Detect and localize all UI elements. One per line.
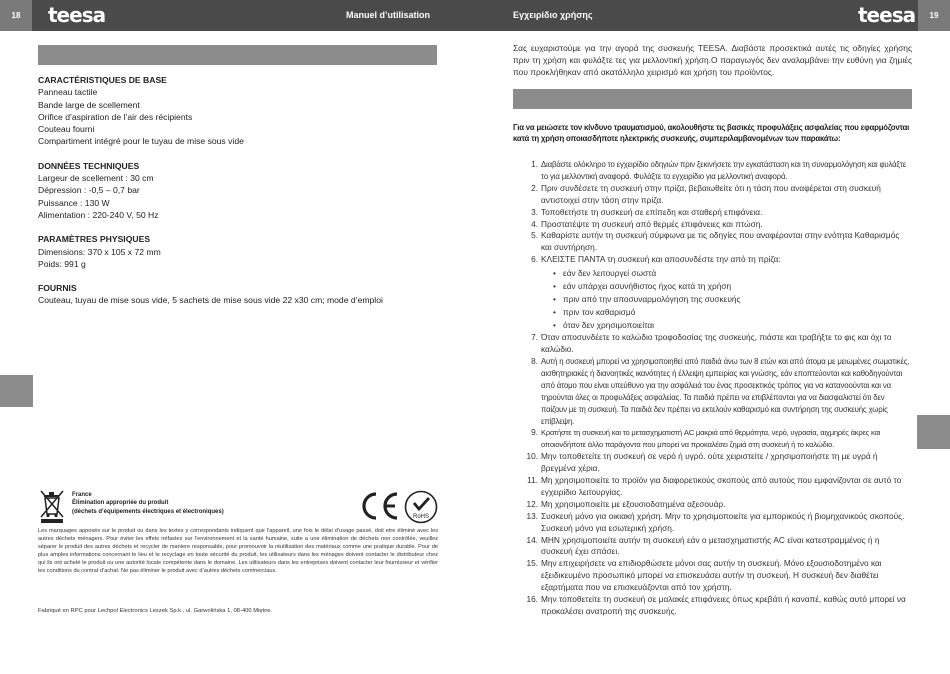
item-number: 8. bbox=[531, 355, 538, 366]
ce-mark-icon bbox=[357, 490, 401, 522]
spec-line: Bande large de scellement bbox=[38, 99, 140, 110]
page-header bbox=[0, 0, 950, 31]
list-item bbox=[513, 427, 912, 451]
spec-section bbox=[38, 160, 438, 221]
item-text: Καθαρίστε αυτήν τη συσκευή σύμφωνα με τις οδηγίες που αναφέρονται στην ενότητα Καθαρισμός και συντήρηση. bbox=[541, 230, 900, 253]
item-text: Διαβάστε ολόκληρο το εγχειρίδιο οδηγιών πριν ξεκινήσετε την εγκατάσταση και τη συναρμολόγηση και φυλάξτε το για μελλοντική αναφορά. Φυλάξτε το εγχειρίδιο για μελλοντική αναφορά. bbox=[541, 160, 907, 181]
bullet-icon: • bbox=[553, 268, 556, 279]
spec-line: Compartiment intégré pour le tuyau de mise sous vide bbox=[38, 136, 244, 147]
teesa-logo-right: teesa bbox=[858, 3, 916, 27]
list-item bbox=[513, 511, 912, 535]
spec-line: Poids: 991 g bbox=[38, 258, 86, 269]
spec-heading: PARAMÈTRES PHYSIQUES bbox=[38, 234, 151, 245]
bullet-icon: • bbox=[553, 320, 556, 331]
teesa-logo-left: teesa bbox=[48, 3, 106, 27]
item-number: 10. bbox=[526, 451, 538, 462]
bullet-text: εάν υπάρχει ασυνήθιστος ήχος κατά τη χρήση bbox=[563, 281, 732, 292]
specifications-column bbox=[38, 74, 438, 319]
weee-subtitle: (déchets d’équipements électriques et électroniques) bbox=[72, 508, 224, 515]
side-tab-right bbox=[917, 415, 950, 449]
section-bar-left bbox=[38, 45, 437, 65]
list-item bbox=[513, 332, 912, 356]
item-text: Προστατέψτε τη συσκευή από θερμές επιφάνειες και πτώση. bbox=[541, 218, 763, 229]
list-item bbox=[513, 499, 912, 511]
spec-line: Panneau tactile bbox=[38, 87, 98, 98]
list-item bbox=[513, 356, 912, 427]
list-item bbox=[513, 535, 912, 559]
spec-line: Largeur de scellement : 30 cm bbox=[38, 173, 154, 184]
item-text: Μη χρησιμοποιείτε με εξουσιοδοτημένα αξεσουάρ. bbox=[541, 498, 726, 509]
item-number: 13. bbox=[526, 510, 538, 521]
page-number-left: 18 bbox=[0, 0, 32, 31]
header-title-right: Εγχειρίδιο χρήσης bbox=[513, 10, 593, 20]
bullet-item bbox=[541, 293, 912, 306]
spec-heading: CARACTÉRISTIQUES DE BASE bbox=[38, 75, 167, 85]
spec-heading: FOURNIS bbox=[38, 283, 77, 294]
intro-paragraph: Σας ευχαριστούμε για την αγορά της συσκευής TEESA. Διαβάστε προσεκτικά αυτές τις οδηγίες χρήσης πριν τη χρήση και φυλάξτε τες για μελλοντική χρήση.Ο παραγωγός δεν αναλαμβάνει την ευθύνη για ζημιές που προκλήθηκαν από ακατάλληλο χειρισμό και χρήση του προϊόντος. bbox=[513, 43, 912, 77]
item-number: 6. bbox=[531, 254, 538, 265]
item-text: Μην επιχειρήσετε να επιδιορθώσετε μόνοι σας αυτήν τη συσκευή. Μόνο εξουσιοδοτημένο και εξειδικευμένο προσωπικό μπορεί να επισκευάσει αυτήν τη συσκευή. Η συσκευή δεν διαθέτει εξαρτήματα που να επισκευάζονται από τον χρήστη. bbox=[541, 558, 882, 593]
list-item bbox=[513, 594, 912, 618]
item-text: Μη χρησιμοποιείτε το προϊόν για διαφορετικούς σκοπούς από αυτούς που εμφανίζονται σε αυτό το εγχειρίδιο λειτουργίας. bbox=[541, 475, 902, 497]
bullet-text: πριν από την αποσυναρμολόγηση της συσκευής bbox=[563, 294, 741, 305]
bullet-icon: • bbox=[553, 281, 556, 292]
list-item bbox=[513, 219, 912, 231]
item-number: 9. bbox=[531, 427, 538, 438]
header-title-left: Manuel d’utilisation bbox=[346, 10, 431, 20]
spec-heading: DONNÉES TECHNIQUES bbox=[38, 160, 140, 171]
weee-title: Élimination appropriée du produit bbox=[72, 500, 169, 507]
item-number: 3. bbox=[531, 206, 538, 217]
bullet-text: όταν δεν χρησιμοποιείται bbox=[563, 320, 655, 331]
item-text: ΜΗΝ χρησιμοποιείτε αυτήν τη συσκευή εάν ο μετασχηματιστής AC είναι κατεστραμμένος ή η συσκευή έχει σπάσει. bbox=[541, 534, 880, 557]
item-text: Μην τοποθετείτε τη συσκευή σε νερό ή υγρό. ούτε χειριστείτε / χρησιμοποιήστε τη με υγρά ή βρεγμένα χέρια. bbox=[541, 451, 878, 474]
item-text: Αυτή η συσκευή μπορεί να χρησιμοποιηθεί από παιδιά άνω των 8 ετών και από άτομα με μειωμένες σωματικές, αισθητηριακές ή διανοητικές ικανότητες ή έλλειψη εμπειρίας και γνώσης, εάν εποπτεύονται και καθοδηγούνται από άτομο που είναι υπεύθυνο για την ασφάλειά του ένας προσεκτικός τρόπος για να κατανοούνται και να τηρούνται όλες οι προφυλάξεις ασφαλείας. Τα παιδιά πρέπει να επιβλέπονται για να διασφαλιστεί ότι δεν παίζουν με τη συσκευή. Τα παιδιά δεν πρέπει να εκτελούν καθαρισμό και συντήρηση της συσκευής χωρίς επίβλεψη. bbox=[541, 356, 910, 426]
bullet-text: πριν τον καθαρισμό bbox=[563, 307, 636, 318]
item-number: 2. bbox=[531, 182, 538, 193]
bullet-item bbox=[541, 280, 912, 293]
list-item bbox=[513, 183, 912, 207]
item-number: 4. bbox=[531, 218, 538, 229]
spec-line: Orifice d’aspiration de l’air des récipients bbox=[38, 111, 193, 122]
spec-line: Puissance : 130 W bbox=[38, 197, 110, 208]
list-item bbox=[513, 254, 912, 332]
spec-line: Dépression : -0,5 – 0,7 bar bbox=[38, 185, 140, 196]
spec-section bbox=[38, 74, 438, 148]
bullet-icon: • bbox=[553, 307, 556, 318]
item-text: Μην τοποθετείτε τη συσκευή σε μαλακές επιφάνειες όπως κρεβάτι ή καναπέ, καθώς αυτό μπορεί να προκαλέσει ανατροπή της συσκευής. bbox=[541, 594, 906, 616]
spec-line: Alimentation : 220-240 V, 50 Hz bbox=[38, 209, 159, 220]
bullet-text: εάν δεν λειτουργεί σωστά bbox=[563, 268, 657, 279]
list-item bbox=[513, 207, 912, 219]
spec-section bbox=[38, 233, 438, 270]
page-number-right: 19 bbox=[918, 0, 950, 31]
item-text-main: ΚΛΕΙΣΤΕ ΠΑΝΤΑ τη συσκευή και αποσυνδέστε την από τη πρίζα: bbox=[541, 254, 781, 265]
item-text: Κρατήστε τη συσκευή και το μετασχηματιστή AC μακριά από θερμότητα, νερό, υγρασία, αιχμηρές άκρες και οποιονδήποτε άλλο παράγοντα που μπορεί να προκαλέσει ζημιά στη συσκευή ή το καλώδιο. bbox=[541, 428, 881, 450]
weee-disclaimer: Les marquages apposés sur le produit ou dans les textes y correspondants indiquent que l’appareil, une fois le délai d’usage passé, doit etre éliminé avec les autres déchets ménagers. Pour éviter les effets néfastes sur l’environnement et la santé humaine, suite a une élimination de déchets non contrôlée, veuillez séparer le produit des autres déchets et recycler de maniere responsable, pour promouvoir la réutilisation des matériaux comme une pratique durable. Pour de plus amples informations concernant le lieu et le recyclage en toute sécurité du produit, les utilisateurs dans les ménages doivent contacter le distributeur chez qui ils ont acheté le produit ou une autorité locale compétente dans le domaine. Les utilisateurs dans les entreprises doivent contacter leur fournisseur et vérifier les conditions du contrat d’achat. Ne pas éliminer le produit avec d’autres déchets commerciaux. bbox=[38, 528, 438, 575]
item-text: Συσκευή μόνο για οικιακή χρήση. Μην το χρησιμοποιείτε για εμπορικούς ή βιομηχανικούς σκοπούς. Συσκευή μόνο για εσωτερική χρήση. bbox=[541, 510, 905, 533]
section-bar-right bbox=[513, 89, 912, 109]
safety-list bbox=[513, 159, 912, 618]
rohs-mark-icon bbox=[404, 490, 438, 524]
spec-line: Couteau, tuyau de mise sous vide, 5 sachets de mise sous vide 22 x30 cm; mode d’emploi bbox=[38, 295, 383, 306]
bullet-item bbox=[541, 319, 912, 332]
list-item bbox=[513, 159, 912, 183]
spec-line: Dimensions: 370 x 105 x 72 mm bbox=[38, 246, 161, 257]
item-text bbox=[541, 254, 912, 332]
item-number: 14. bbox=[526, 534, 538, 545]
list-item bbox=[513, 558, 912, 594]
side-tab-left bbox=[0, 375, 33, 407]
list-item bbox=[513, 451, 912, 475]
safety-warning: Για να μειώσετε τον κίνδυνο τραυματισμού, ακολουθήστε τις βασικές προφυλάξεις ασφαλείας που εφαρμόζονται κατά τη χρήση οποιασδήποτε ηλεκτρικής συσκευής, συμπεριλαμβανομένων των παρακάτω: bbox=[513, 123, 910, 144]
list-item bbox=[513, 475, 912, 499]
item-number: 5. bbox=[531, 230, 538, 241]
item-text: Πριν συνδέσετε τη συσκευή στην πρίζα, βεβαιωθείτε ότι η τάση που αναφέρεται στη συσκευή αντιστοιχεί στην τάση στην πρίζα. bbox=[541, 182, 881, 205]
crossed-bin-icon bbox=[38, 488, 66, 524]
bullet-list bbox=[541, 267, 912, 332]
item-number: 12. bbox=[526, 498, 538, 509]
spec-section bbox=[38, 282, 438, 307]
spec-line: Couteau fourni bbox=[38, 124, 95, 135]
bullet-icon: • bbox=[553, 294, 556, 305]
item-text: Τοποθετήστε τη συσκευή σε επίπεδη και σταθερή επιφάνεια. bbox=[541, 206, 763, 217]
item-number: 1. bbox=[531, 159, 538, 169]
item-number: 15. bbox=[526, 558, 538, 569]
bullet-item bbox=[541, 306, 912, 319]
manufacturer-note: Fabriqué en RPC pour Lechpol Electronics Leszek Sp.k., ul. Garwolińska 1, 08-400 Miętne. bbox=[38, 608, 273, 614]
bullet-item bbox=[541, 267, 912, 280]
weee-country: France bbox=[72, 492, 92, 498]
item-number: 7. bbox=[531, 332, 538, 343]
weee-label bbox=[72, 491, 224, 516]
item-text: Όταν αποσυνδέετε το καλώδιο τροφοδοσίας της συσκευής, πιάστε και τραβήξτε το φις και όχι το καλώδιο. bbox=[541, 332, 892, 355]
item-number: 16. bbox=[526, 594, 538, 605]
item-number: 11. bbox=[527, 475, 538, 486]
rohs-label: RoHS bbox=[412, 514, 430, 520]
list-item bbox=[513, 230, 912, 254]
